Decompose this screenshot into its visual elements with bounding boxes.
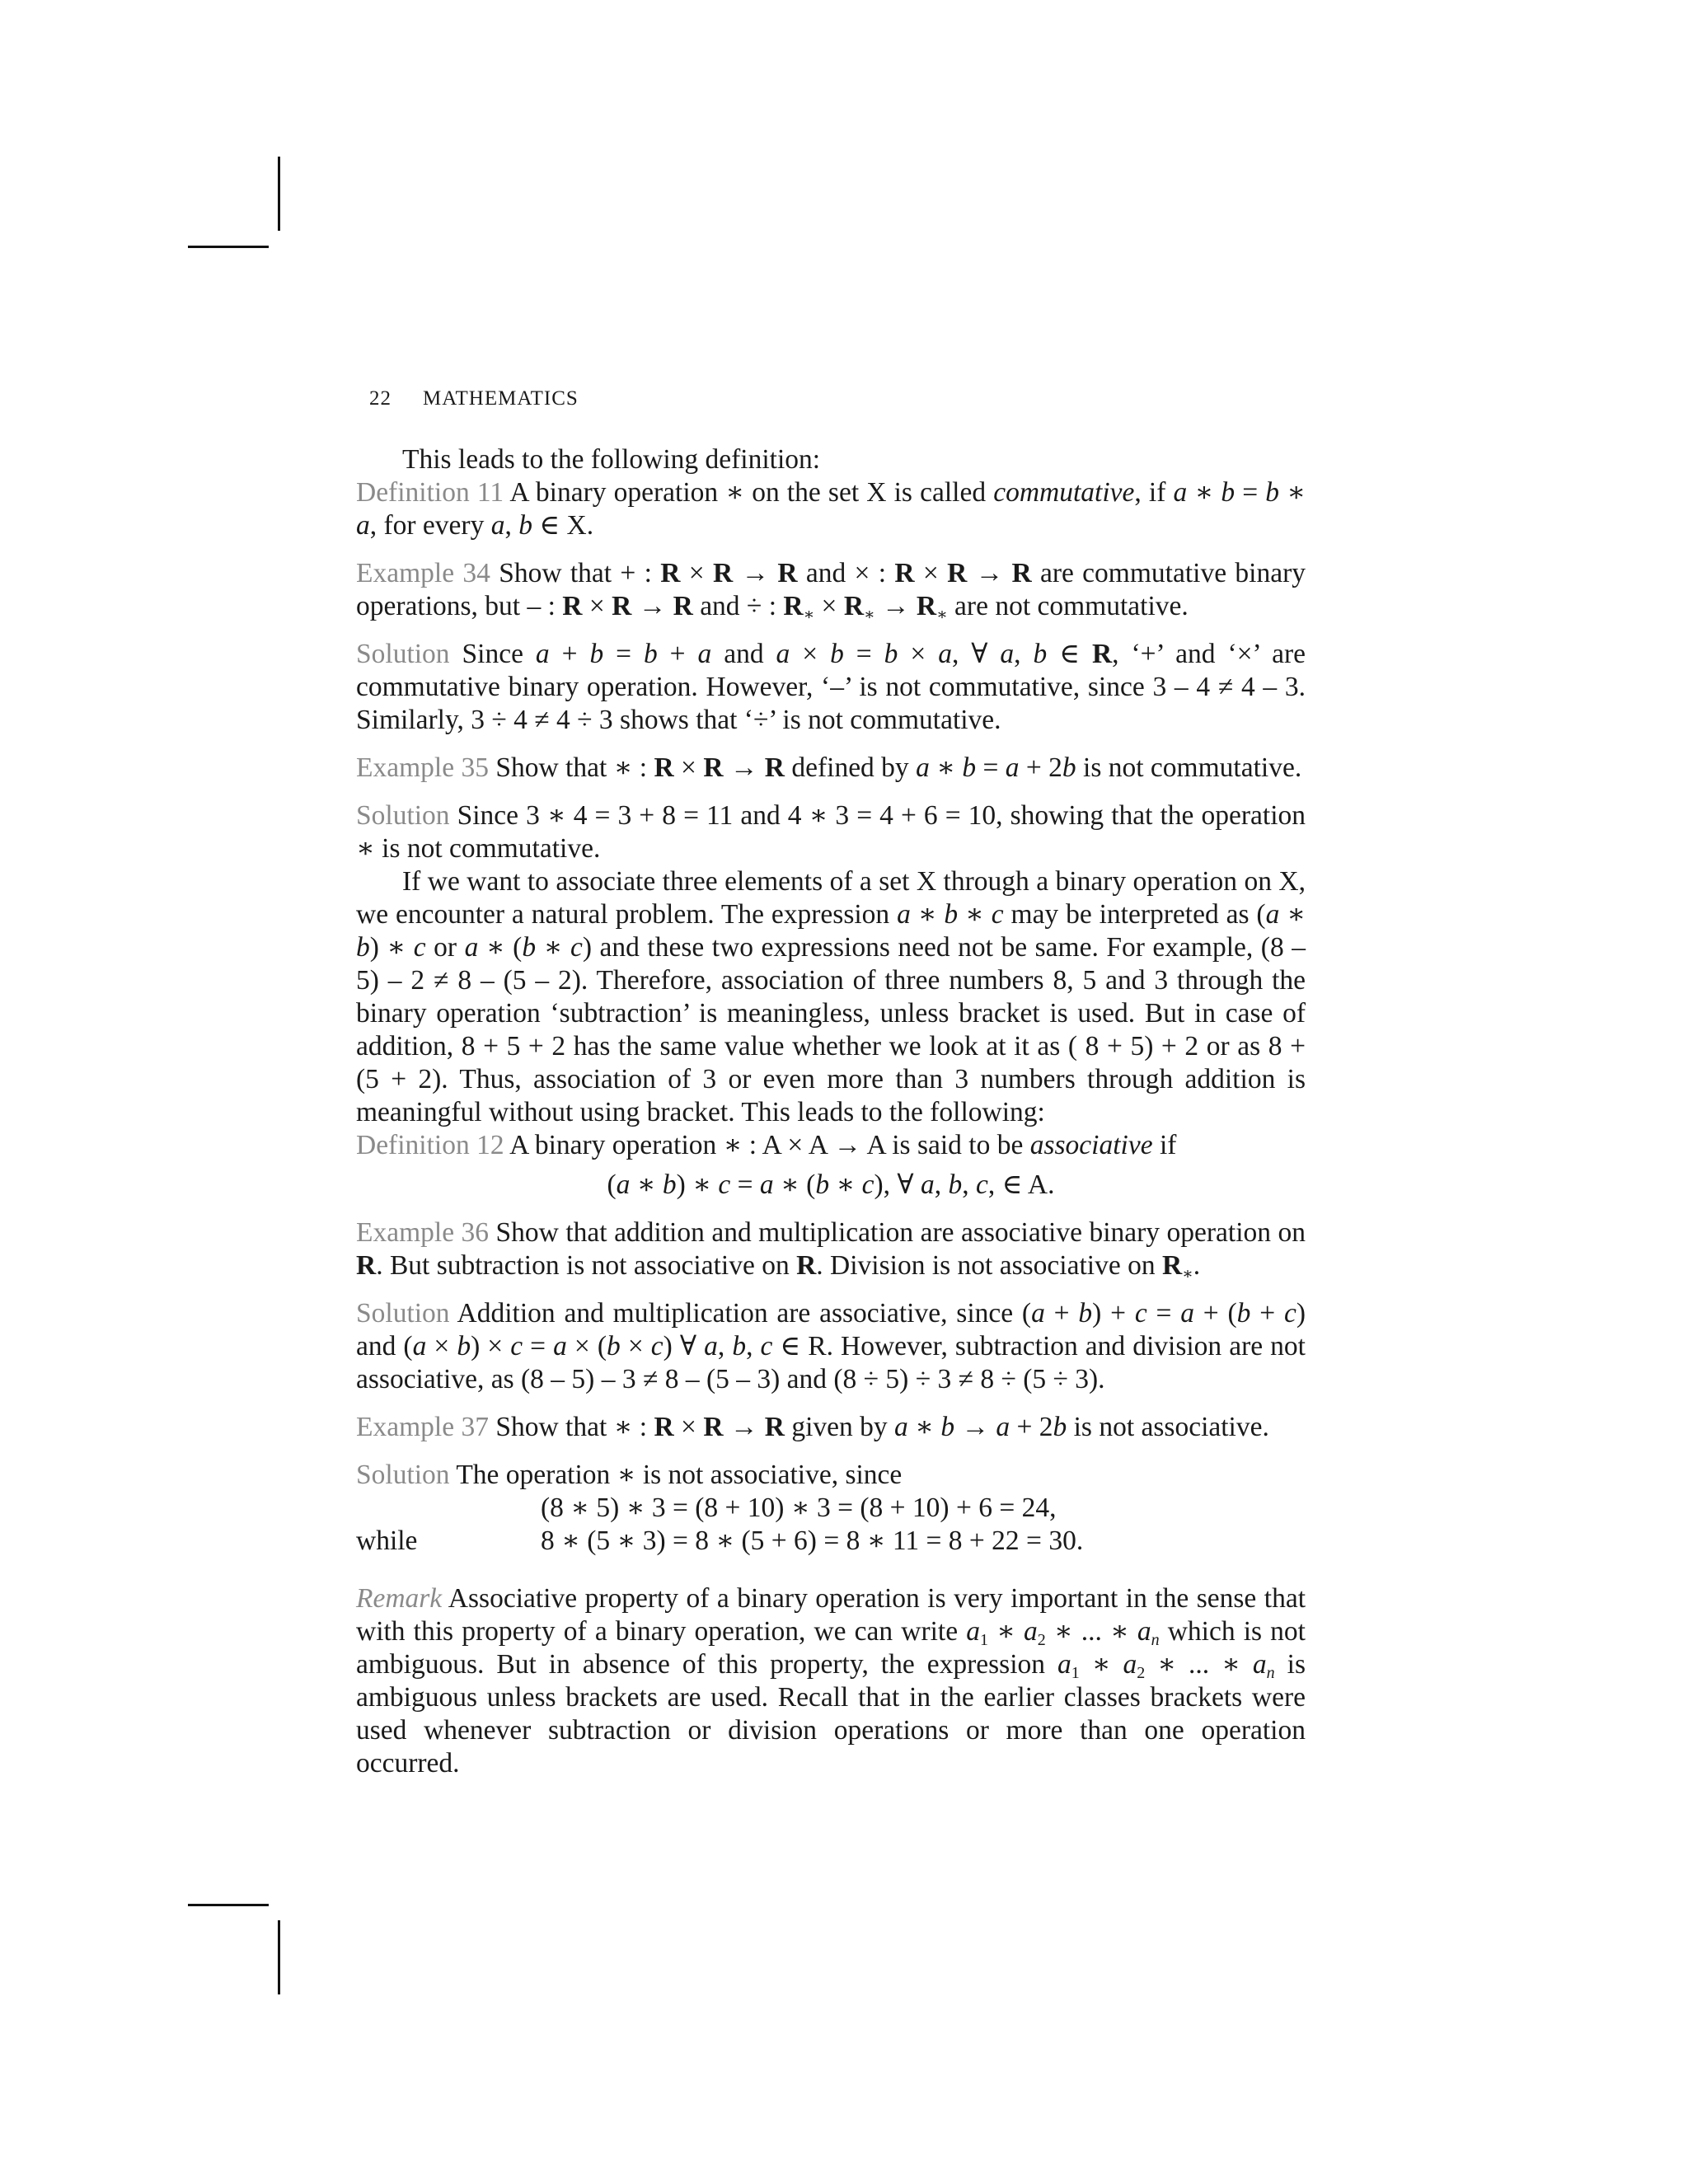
calculation-expression — [541, 1525, 1083, 1558]
solution-36 — [356, 1297, 1306, 1396]
block-label: Solution — [356, 639, 450, 669]
block-text: Since 3 ∗ 4 = 3 + 8 = 11 and 4 ∗ 3 = 4 + 6 = 10, showing that the operation ∗ is not commutative. — [356, 800, 1306, 864]
crop-mark — [278, 1920, 280, 1994]
block-text: A binary operation ∗ : A × A → A is said to be associative if — [504, 1130, 1177, 1160]
block-text: This leads to the following definition: — [402, 444, 821, 475]
block-label: Definition 12 — [356, 1130, 504, 1160]
block-text: (8 ∗ 5) ∗ 3 = (8 + 10) ∗ 3 = (8 + 10) + 6 = 24, — [541, 1493, 1057, 1523]
block-text: (a ∗ b) ∗ c = a ∗ (b ∗ c), ∀ a, b, c, ∈ A. — [607, 1169, 1055, 1200]
block-text: Show that addition and multiplication are associative binary operation on R. But subtraction is not associative on R. Division is not associative on $R_∗$. — [356, 1217, 1306, 1283]
running-title: MATHEMATICS — [423, 387, 579, 410]
block-label: Solution — [356, 800, 450, 831]
block-text: Show that + : R × R → R and × : R × R → R are commutative binary operations, but – : R × R → R and ÷ : $R_∗ \times R_∗ \to R_∗$ are not commutative. — [356, 558, 1306, 624]
block-label: Remark — [356, 1583, 443, 1614]
block-text: Addition and multiplication are associative, since (a + b) + c = a + (b + c) and (a × b) × c = a × (b × c) ∀ a, b, c ∈ R. However, subtraction and division are not associative, as (8 – 5) – 3 ≠ 8 – (5 – 3) and (8 ÷ 5) ÷ 3 ≠ 8 ÷ (5 ÷ 3). — [356, 1298, 1306, 1394]
solution-34 — [356, 638, 1306, 737]
page-number: 22 — [369, 387, 392, 410]
block-label: Example 34 — [356, 558, 490, 588]
associativity-paragraph — [356, 865, 1306, 1129]
example-34 — [356, 557, 1306, 623]
example-37 — [356, 1411, 1306, 1444]
block-label: Definition 11 — [356, 477, 504, 508]
definition-12 — [356, 1129, 1306, 1162]
block-text: A binary operation ∗ on the set X is called commutative, if a ∗ b = b ∗ a, for every a, b ∈ X. — [356, 477, 1306, 541]
running-head — [369, 387, 610, 410]
block-label: Example 37 — [356, 1412, 489, 1442]
block-label: Solution — [356, 1460, 450, 1490]
crop-mark — [188, 246, 269, 248]
calculation-line-1 — [356, 1492, 1306, 1525]
while-word — [356, 1525, 417, 1558]
block-text: Show that ∗ : R × R → R defined by a ∗ b = a + 2b is not commutative. — [488, 752, 1302, 783]
calculation-expression — [541, 1492, 1056, 1525]
crop-mark — [188, 1904, 269, 1906]
block-label: Example 36 — [356, 1217, 490, 1248]
block-text: If we want to associate three elements of a set X through a binary operation on X, we encounter a natural problem. The expression a ∗ b ∗ c may be interpreted as (a ∗ b) ∗ c or a ∗ (b ∗ c) and these two expressions need not be same. For example, (8 – 5) – 2 ≠ 8 – (5 – 2). Therefore, association of three numbers 8, 5 and 3 through the binary operation ‘subtraction’ is meaningless, unless bracket is used. But in case of addition, 8 + 5 + 2 has the same value whether we look at it as ( 8 + 5) + 2 or as 8 + (5 + 2). Thus, association of 3 or even more than 3 numbers through addition is meaningful without using bracket. This leads to the following: — [356, 866, 1306, 1127]
page-body — [356, 443, 1306, 1780]
block-text: The operation ∗ is not associative, since — [449, 1460, 903, 1490]
associativity-equation — [356, 1169, 1306, 1202]
block-label: Example 35 — [356, 752, 489, 783]
calculation-line-2 — [356, 1525, 1306, 1558]
example-35 — [356, 752, 1306, 785]
block-text: 8 ∗ (5 ∗ 3) = 8 ∗ (5 + 6) = 8 ∗ 11 = 8 + 22 = 30. — [541, 1526, 1084, 1556]
crop-mark — [278, 157, 280, 231]
block-text: Since a + b = b + a and a × b = b × a, ∀ a, b ∈ R, ‘+’ and ‘×’ are commutative binary operation. However, ‘–’ is not commutative, since 3 – 4 ≠ 4 – 3. Similarly, 3 ÷ 4 ≠ 4 ÷ 3 shows that ‘÷’ is not commutative. — [356, 639, 1306, 735]
remark — [356, 1582, 1306, 1780]
example-36 — [356, 1216, 1306, 1282]
block-text: while — [356, 1526, 418, 1556]
block-text: Associative property of a binary operation is very important in the sense that with this property of a binary operation, we can write $a_1$ ∗ $a_2$ ∗ ... ∗ $a_n$ which is not ambiguous. But in absence of this property, the expression $a_1$ ∗ $a_2$ ∗ ... ∗ $a_n$ is ambiguous unless brackets are used. Recall that in the earlier classes brackets were used whenever subtraction or division operations or more than one operation occurred. — [356, 1583, 1306, 1779]
definition-11 — [356, 476, 1306, 542]
block-text: Show that ∗ : R × R → R given by a ∗ b → a + 2b is not associative. — [488, 1412, 1269, 1442]
intro-paragraph — [356, 443, 1306, 476]
solution-37 — [356, 1459, 1306, 1492]
solution-35 — [356, 799, 1306, 865]
block-label: Solution — [356, 1298, 450, 1329]
